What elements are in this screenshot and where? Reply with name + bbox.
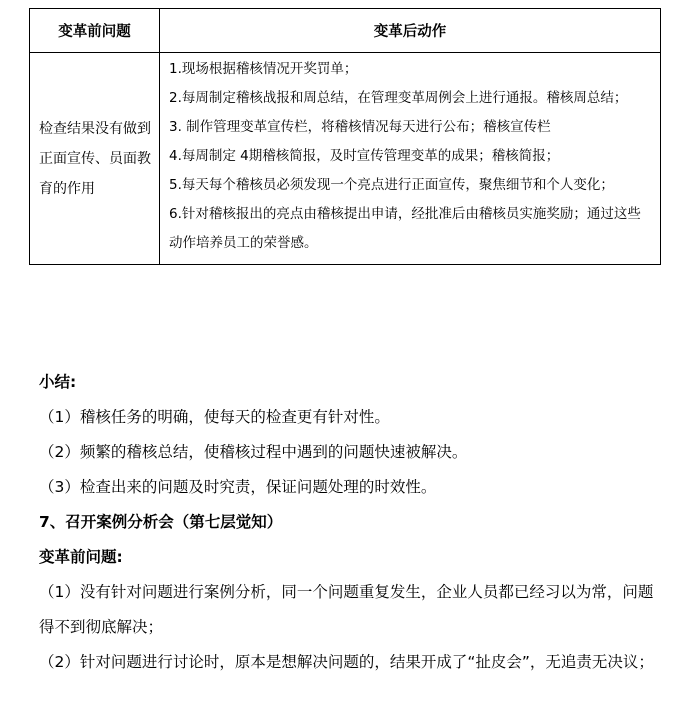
action-item-3: 3. 制作管理变革宣传栏，将稽核情况每天进行公布；稽核宣传栏 <box>169 119 551 135</box>
section-heading: 7、召开案例分析会（第七层觉知） <box>39 513 283 531</box>
table-header-row <box>30 9 661 53</box>
actions-cell <box>160 53 661 265</box>
summary-title: 小结: <box>39 373 77 391</box>
header-after-actions: 变革后动作 <box>160 9 661 53</box>
section-subheading: 变革前问题: <box>39 548 123 566</box>
action-item-6: 6.针对稽核报出的亮点由稽核提出申请，经批准后由稽核员实施奖励；通过这些动作培养员工的荣誉感。 <box>169 206 641 251</box>
action-item-5: 5.每天每个稽核员必须发现一个亮点进行正面宣传，聚焦细节和个人变化； <box>169 177 614 193</box>
document-body <box>39 365 659 680</box>
problem-item-1: （1）没有针对问题进行案例分析，同一个问题重复发生，企业人员都已经习以为常，问题得不到彻底解决； <box>39 583 654 636</box>
summary-item-3: （3）检查出来的问题及时究责，保证问题处理的时效性。 <box>39 478 437 496</box>
action-item-2: 2.每周制定稽核战报和周总结，在管理变革周例会上进行通报。稽核周总结； <box>169 90 628 106</box>
action-item-4: 4.每周制定 4期稽核简报，及时宣传管理变革的成果；稽核简报； <box>169 148 560 164</box>
table-row <box>30 53 661 265</box>
summary-item-2: （2）频繁的稽核总结，使稽核过程中遇到的问题快速被解决。 <box>39 443 468 461</box>
reform-table-wrapper <box>29 8 660 265</box>
action-item-1: 1.现场根据稽核情况开奖罚单； <box>169 61 358 77</box>
problem-cell: 检查结果没有做到正面宣传、员面教育的作用 <box>30 53 160 265</box>
reform-table <box>29 8 661 265</box>
summary-item-1: （1）稽核任务的明确，使每天的检查更有针对性。 <box>39 408 390 426</box>
header-before-problem: 变革前问题 <box>30 9 160 53</box>
problem-item-2: （2）针对问题进行讨论时，原本是想解决问题的，结果开成了“扯皮会”，无追责无决议； <box>39 653 654 671</box>
